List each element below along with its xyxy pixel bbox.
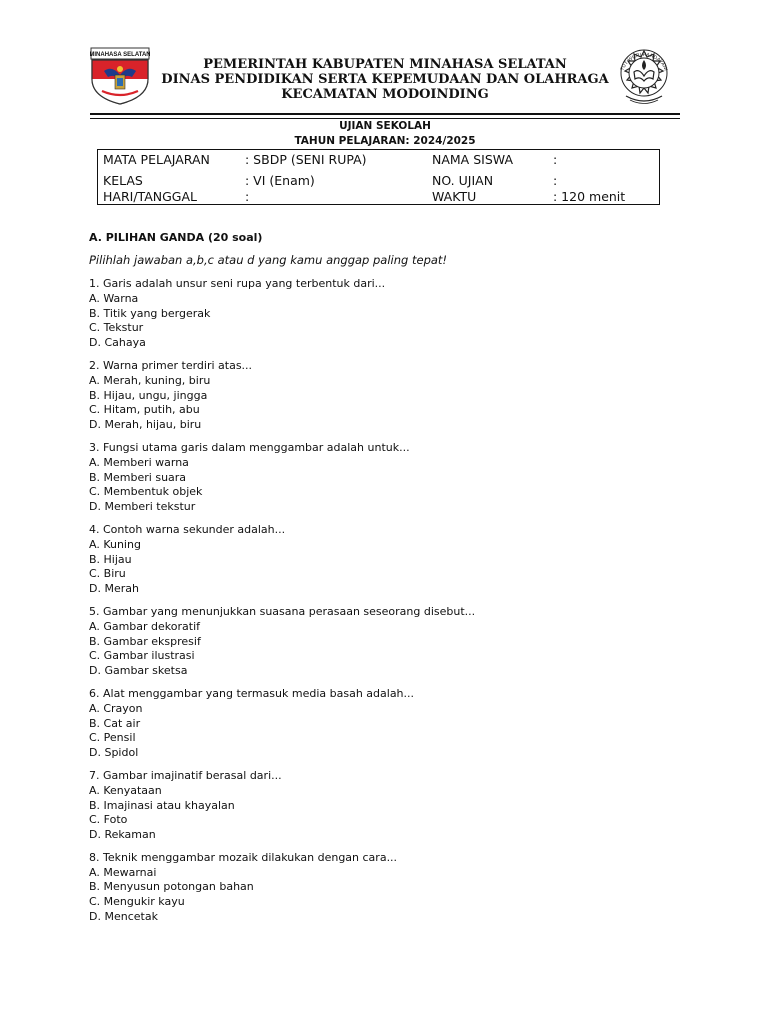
question-text: 4. Contoh warna sekunder adalah... [89,522,286,536]
answer-option: D. Cahaya [89,336,146,350]
question-item [89,359,689,433]
answer-option: C. Foto [89,813,128,827]
answer-option: A. Mewarnai [89,865,157,879]
tut-wuri-handayani-logo [610,48,678,108]
name-value: : [553,152,558,167]
time-value: : 120 menit [553,189,626,204]
letterhead-line-2: DINAS PENDIDIKAN SERTA KEPEMUDAAN DAN OLAHRAGA [161,72,609,87]
answer-option: B. Titik yang bergerak [89,306,211,320]
answer-option: D. Mencetak [89,910,158,924]
answer-option: D. Spidol [89,746,139,760]
answer-option: B. Imajinasi atau khayalan [89,798,235,812]
exam-year: TAHUN PELAJARAN: 2024/2025 [294,135,476,147]
answer-option: B. Memberi suara [89,470,187,484]
answer-option: C. Pensil [89,731,136,745]
subject-label: MATA PELAJARAN [103,152,210,167]
exam-title-block [180,119,590,149]
answer-option: D. Merah [89,582,139,596]
answer-option: D. Gambar sketsa [89,664,188,678]
question-item [89,523,689,597]
answer-option: C. Tekstur [89,321,144,335]
date-value: : [245,189,250,204]
question-text: 3. Fungsi utama garis dalam menggambar adalah untuk... [89,440,410,454]
answer-option: C. Hitam, putih, abu [89,403,200,417]
answer-option: D. Rekaman [89,828,156,842]
answer-option: B. Menyusun potongan bahan [89,880,254,894]
answer-option: A. Merah, kuning, biru [89,373,211,387]
exam-title: UJIAN SEKOLAH [339,120,431,132]
question-item [89,277,689,351]
question-item [89,851,689,925]
answer-option: B. Cat air [89,716,141,730]
exam-content [89,230,689,933]
letterhead-line-1: PEMERINTAH KABUPATEN MINAHASA SELATAN [203,57,567,72]
question-item [89,605,689,679]
answer-option: D. Merah, hijau, biru [89,418,202,432]
question-list [89,277,689,925]
answer-option: C. Mengukir kayu [89,895,185,909]
logo-left-text: MINAHASA SELATAN [90,52,150,59]
exam-number-label: NO. UJIAN [432,173,494,188]
answer-option: B. Hijau, ungu, jingga [89,388,208,402]
question-text: 7. Gambar imajinatif berasal dari... [89,768,282,782]
question-item [89,687,689,761]
section-title: A. PILIHAN GANDA (20 soal) [89,231,263,244]
logo-right-text: TUT WURI HANDAYANI [619,51,669,72]
answer-option: A. Kuning [89,537,141,551]
question-text: 5. Gambar yang menunjukkan suasana perasaan seseorang disebut... [89,604,476,618]
student-info-box [97,149,660,205]
question-text: 1. Garis adalah unsur seni rupa yang terbentuk dari... [89,277,386,290]
question-text: 2. Warna primer terdiri atas... [89,358,253,372]
section-instruction: Pilihlah jawaban a,b,c atau d yang kamu anggap paling tepat! [89,253,448,267]
answer-option: A. Memberi warna [89,455,189,469]
answer-option: A. Gambar dekoratif [89,619,201,633]
letterhead-line-3: KECAMATAN MODOINDING [281,87,489,102]
class-value: : VI (Enam) [245,173,315,188]
answer-option: B. Hijau [89,552,132,566]
answer-option: C. Biru [89,567,126,581]
question-text: 6. Alat menggambar yang termasuk media basah adalah... [89,686,415,700]
time-label: WAKTU [432,189,477,204]
date-label: HARI/TANGGAL [103,189,197,204]
letterhead [150,57,620,102]
question-item [89,769,689,843]
letterhead-thick-rule [90,113,680,115]
question-item [89,441,689,515]
answer-option: D. Memberi tekstur [89,500,196,514]
exam-number-value: : [553,173,558,188]
answer-option: A. Kenyataan [89,783,162,797]
answer-option: A. Warna [89,291,139,305]
question-text: 8. Teknik menggambar mozaik dilakukan dengan cara... [89,850,398,864]
answer-option: C. Membentuk objek [89,485,203,499]
answer-option: A. Crayon [89,701,143,715]
class-label: KELAS [103,173,143,188]
answer-option: B. Gambar ekspresif [89,634,201,648]
answer-option: C. Gambar ilustrasi [89,649,195,663]
name-label: NAMA SISWA [432,152,513,167]
minahasa-selatan-logo [90,47,150,105]
subject-value: : SBDP (SENI RUPA) [245,152,367,167]
